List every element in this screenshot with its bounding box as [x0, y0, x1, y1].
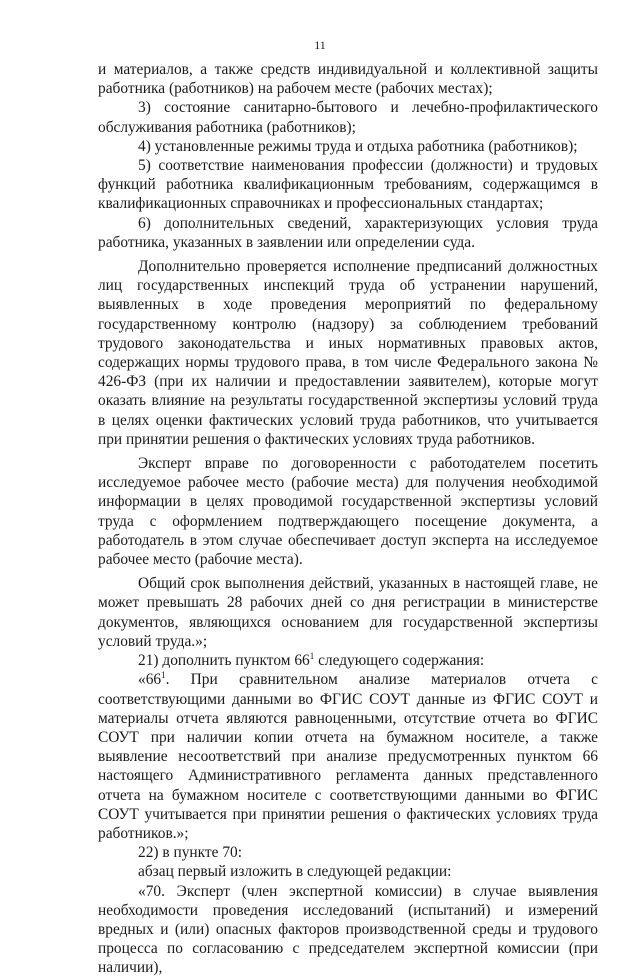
paragraph-text: «66: [138, 671, 162, 689]
superscript: 1: [309, 650, 315, 661]
paragraph: 22) в пункте 70:: [138, 844, 242, 862]
paragraph: 5) соответствие наименования профессии (должности) и трудовых функций работника квалификационным требованиям, содержащимся в квалификационных справочниках и профессиональных стандартах;: [98, 157, 598, 213]
paragraph: «70. Эксперт (член экспертной комиссии) в случае выявления необходимости проведения исследований (испытаний) и измерений вредных и (или) опасных факторов производственной среды и трудового процесса по согласованию с председателем экспертной комиссии (при наличии),: [98, 882, 598, 977]
paragraph: [98, 670, 598, 843]
paragraph-text: следующего содержания:: [314, 652, 485, 670]
paragraph-text: . При сравнительном анализе материалов отчета с соответствующими данными во ФГИС СОУТ данные из ФГИС СОУТ и материалы отчета являются равноценными, отсутствие отчета во ФГИС СОУТ при наличии копии отчета на бумажном носителе, а также выявление несоответствий при анализе предусмотренных пунктом 66 настоящего Административного регламента данных представленного отчета на бумажном носителе с соответствующими данными во ФГИС СОУТ учитывается при принятии решения о фактических условиях труда работников.»;: [98, 671, 598, 842]
paragraph: и материалов, а также средств индивидуальной и коллективной защиты работника (работников) на рабочем месте (рабочих местах);: [98, 61, 598, 98]
paragraph: 6) дополнительных сведений, характеризующих условия труда работника, указанных в заявлении или определении суда.: [98, 214, 598, 251]
paragraph: [98, 651, 598, 670]
paragraph: абзац первый изложить в следующей редакции:: [138, 863, 452, 881]
superscript: 1: [161, 670, 166, 681]
page-number: 11: [314, 38, 326, 52]
paragraph: 3) состояние санитарно-бытового и лечебно-профилактического обслуживания работника (работников);: [98, 99, 598, 136]
paragraph-text: 21) дополнить пунктом 66: [138, 652, 310, 670]
paragraph: Эксперт вправе по договоренности с работодателем посетить исследуемое рабочее место (рабочие места) для получения необходимой информации в целях проводимой государственной экспертизы условий труда с оформлением подтверждающего посещение документа, а работодатель в этом случае обеспечивает доступ эксперта на исследуемое рабочее место (рабочие места).: [98, 455, 598, 569]
document-body: [98, 60, 598, 978]
paragraph: 4) установленные режимы труда и отдыха работника (работников);: [138, 137, 578, 155]
paragraph: Общий срок выполнения действий, указанных в настоящей главе, не может превышать 28 рабочих дней со дня регистрации в министерстве документов, являющихся основанием для государственной экспертизы условий труда.»;: [98, 575, 598, 650]
paragraph: Дополнительно проверяется исполнение предписаний должностных лиц государственных инспекций труда об устранении нарушений, выявленных в ходе проведения мероприятий по федеральному государственному контролю (надзору) за соблюдением требований трудового законодательства и иных нормативных правовых актов, содержащих нормы трудового права, в том числе Федерального закона № 426-ФЗ (при их наличии и предоставлении заявителем), которые могут оказать влияние на результаты государственной экспертизы условий труда в целях оценки фактических условий труда работников, что учитывается при принятии решения о фактических условиях труда работников.: [98, 258, 598, 448]
